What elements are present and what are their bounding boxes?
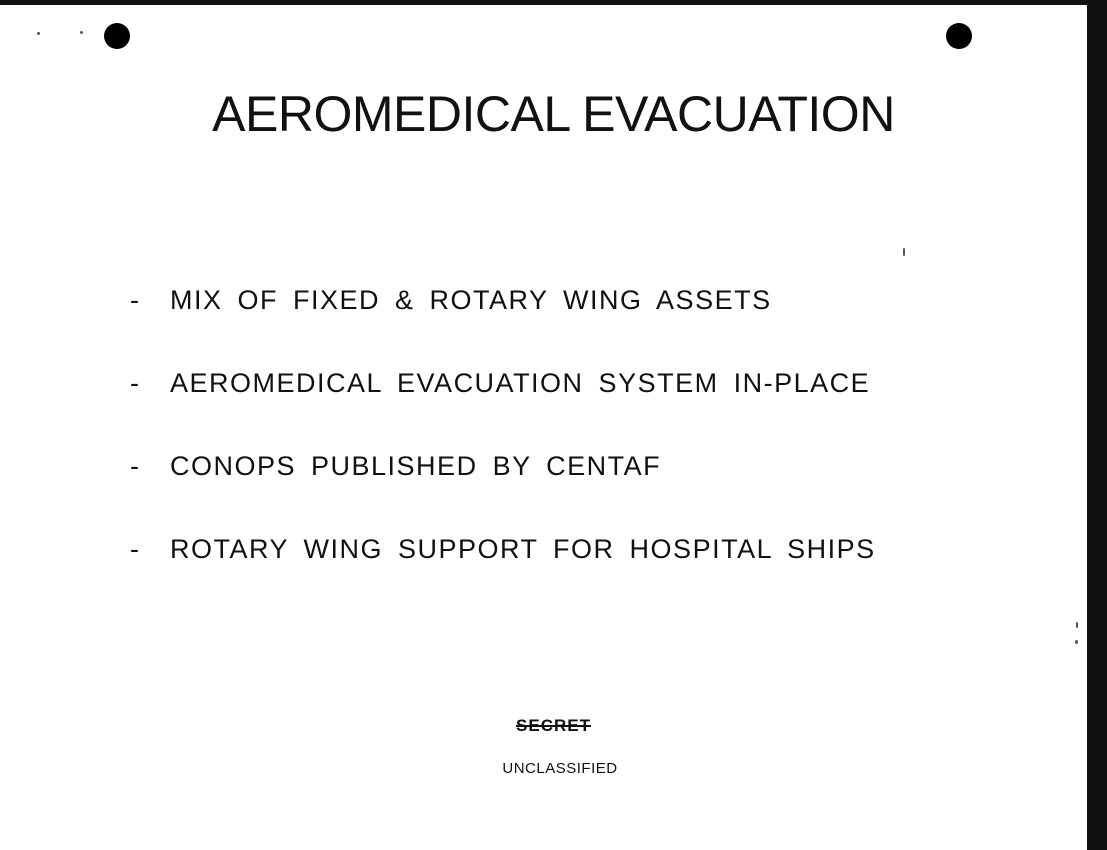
scan-speck (1075, 640, 1078, 644)
scan-speck (80, 31, 83, 34)
frame-notch (528, 5, 546, 9)
bullet-item (130, 529, 876, 569)
punch-hole-left (104, 23, 130, 49)
bullet-item (130, 363, 876, 403)
bullet-dash: - (130, 534, 141, 564)
bullet-item (130, 280, 876, 320)
bullet-text: AEROMEDICAL EVACUATION SYSTEM IN-PLACE (170, 368, 871, 398)
scan-speck (37, 32, 40, 35)
scan-speck (1076, 622, 1078, 628)
punch-hole-right (946, 23, 972, 49)
bullet-list (130, 280, 876, 612)
bullet-dash: - (130, 451, 141, 481)
bullet-dash: - (130, 368, 141, 398)
classification-marking: UNCLASSIFIED (502, 760, 618, 777)
bullet-text: MIX OF FIXED & ROTARY WING ASSETS (170, 285, 772, 315)
bullet-item (130, 446, 876, 486)
bullet-dash: - (130, 285, 141, 315)
struck-classification-marking: SECRET (516, 716, 591, 735)
slide-title: AEROMEDICAL EVACUATION (212, 86, 895, 142)
scan-speck (903, 248, 905, 256)
bullet-text: CONOPS PUBLISHED BY CENTAF (170, 451, 662, 481)
bullet-text: ROTARY WING SUPPORT FOR HOSPITAL SHIPS (170, 534, 876, 564)
frame-top-edge (0, 0, 1107, 5)
